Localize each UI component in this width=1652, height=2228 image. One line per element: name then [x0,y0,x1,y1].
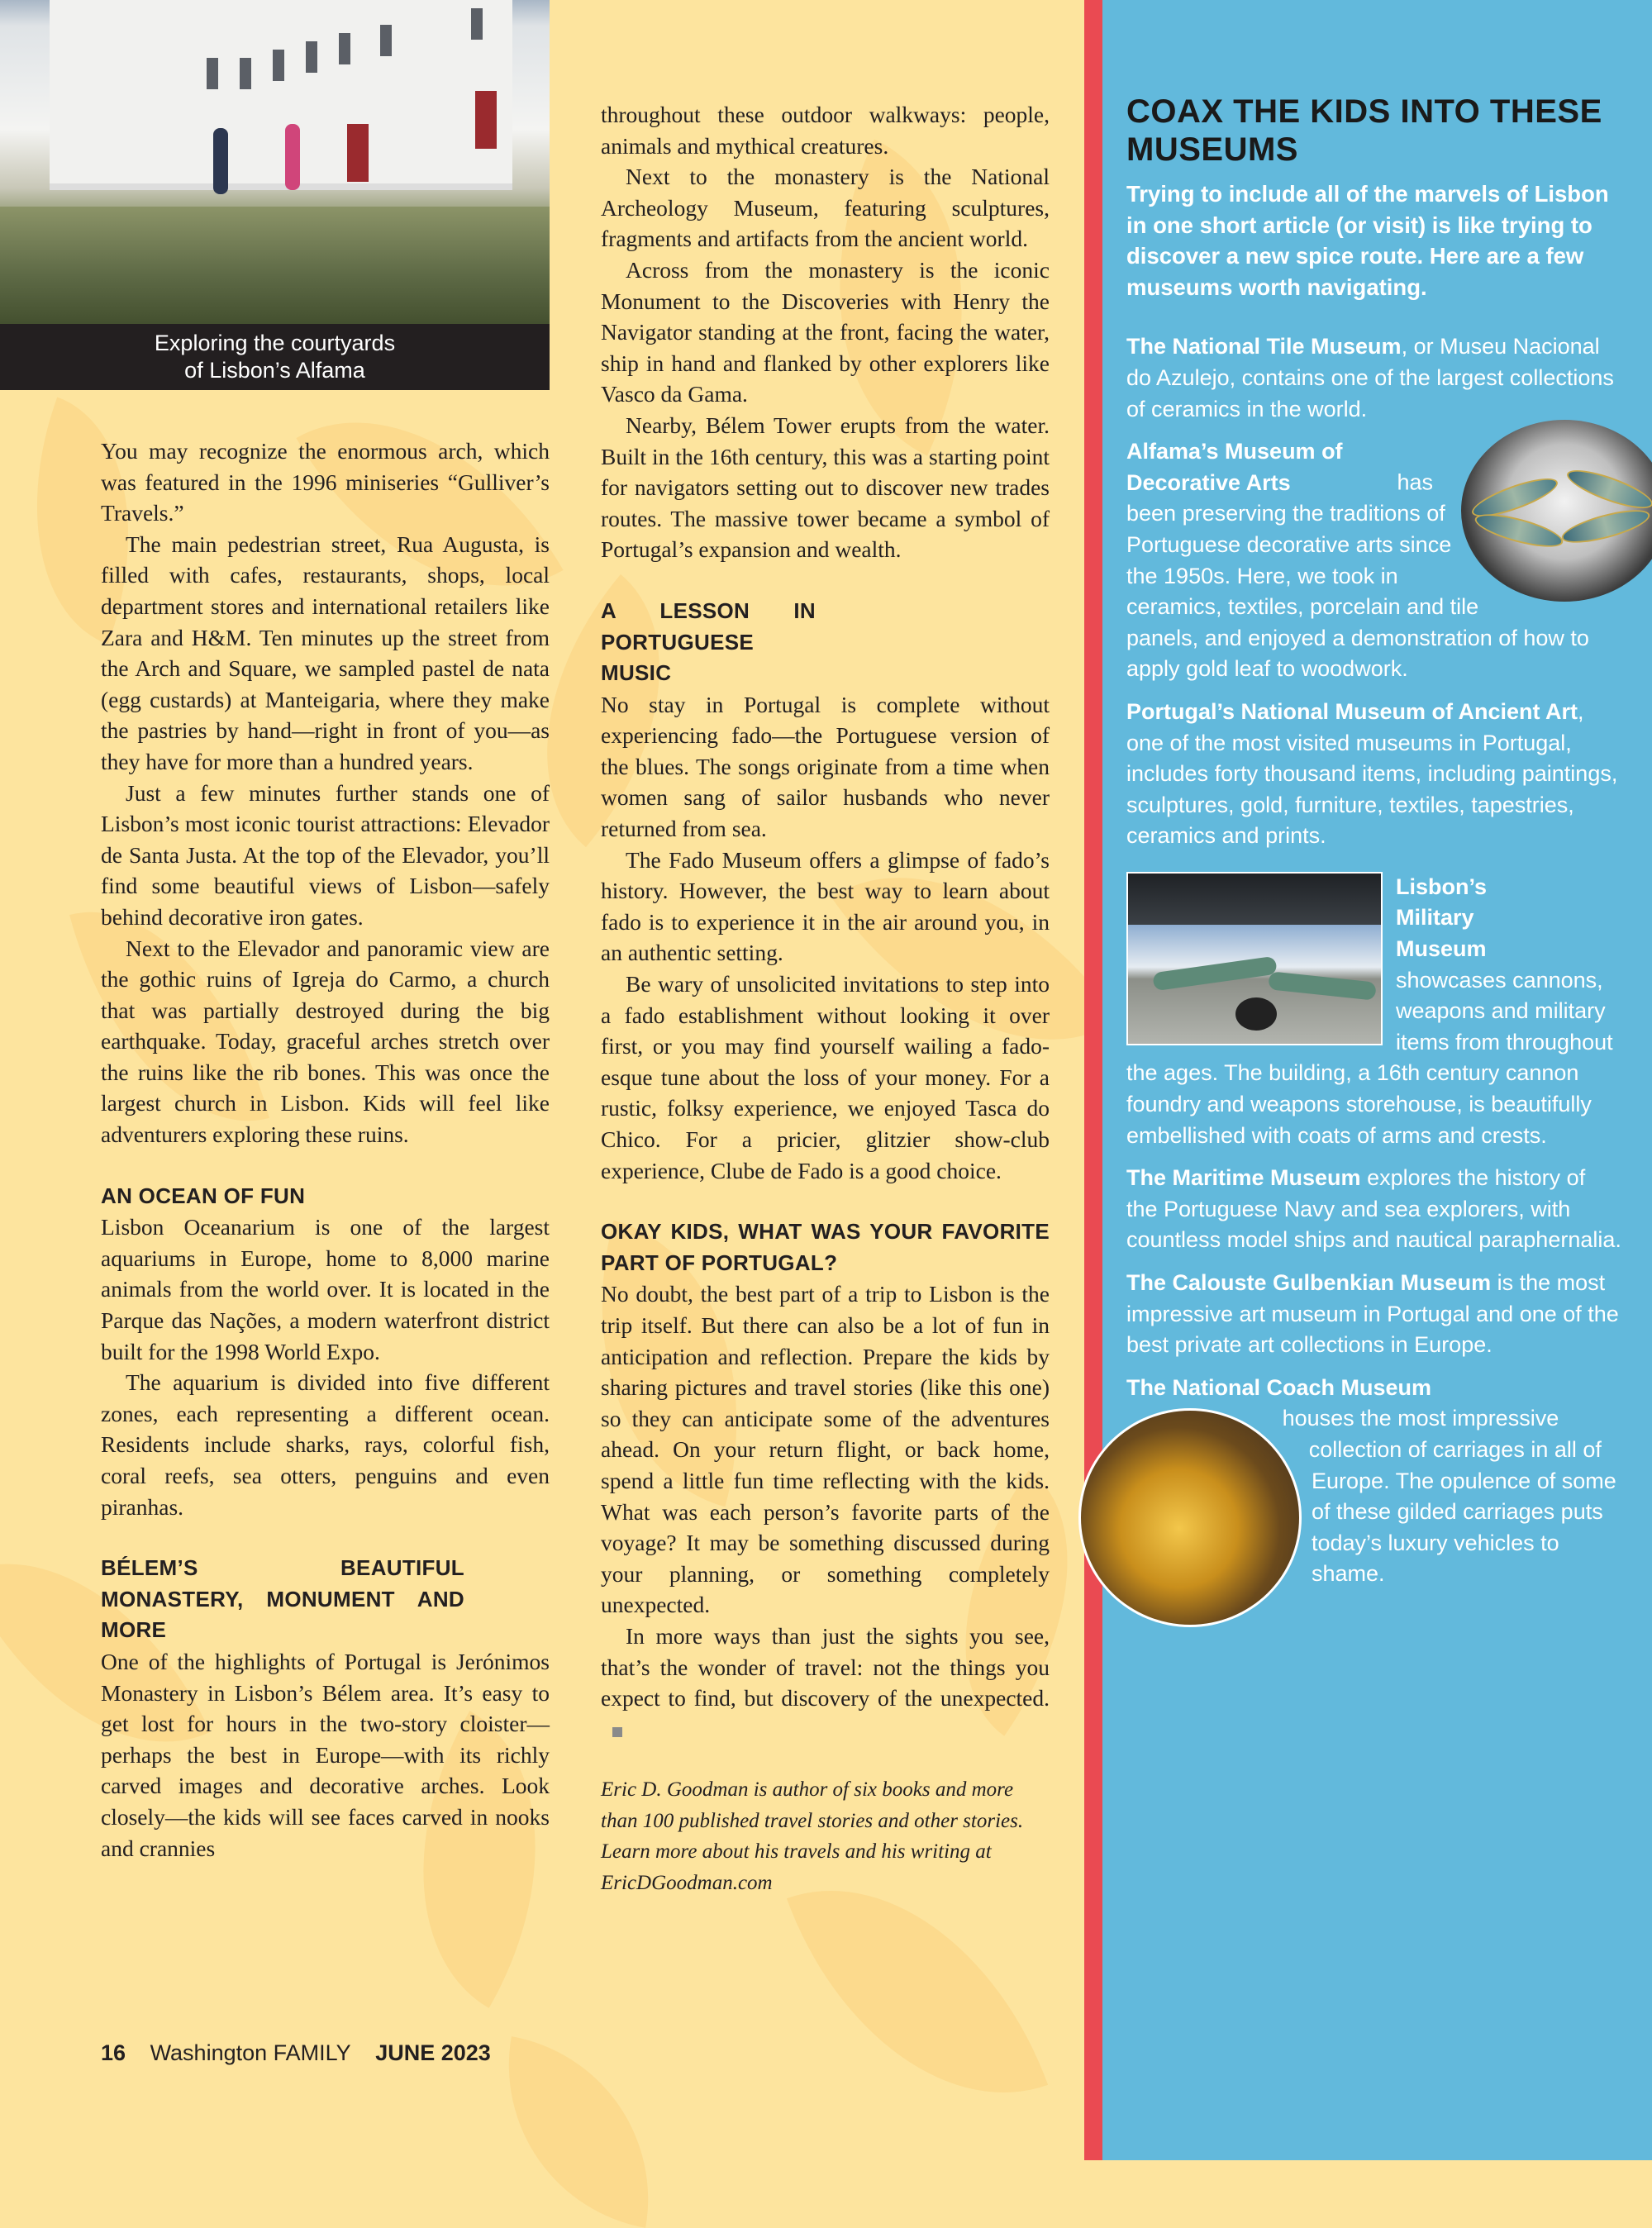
red-divider-stripe [1084,0,1102,2160]
paragraph: The Fado Museum offers a glimpse of fado’s history. However, the best way to learn about fado is to experience it in the air around you, in an authentic setting. [601,846,1050,966]
museum-entry [1126,1268,1622,1361]
museum-entry [1126,436,1622,685]
museum-name: The National Tile Museum [1126,334,1402,359]
paragraph: No doubt, the best part of a trip to Lisbon is the trip itself. But there can also be a lot of fun in anticipation and reflection. Prepare the kids by sharing pictures and travel stories (like this one) so they can anticipate some of the adventures ahead. On your return flight, or back home, spend a little fun time reflecting with the kids. What was each person’s favorite parts of the voyage? It may be something discussed during your planning, or something completely unexpected. [601,1281,1050,1618]
paragraph: One of the highlights of Portugal is Jerónimos Monastery in Lisbon’s Bélem area. It’s easy to get lost for hours in the two-story cloister—perhaps the best in Europe—with its richly carved images and decorative arches. Look closely—the kids will see faces carved in nooks and crannies [101,1648,550,1861]
museum-description: houses the most impressive collection of carriages in all of Europe. The opulence of some of these gilded carriages puts today’s luxury vehicles to shame. [1282,1406,1616,1587]
museum-description: explores the history of the Portuguese Navy and sea explorers, with countless model ships and nautical paraphernalia. [1126,1165,1621,1253]
paragraph: No stay in Portugal is complete without experiencing fado—the Portuguese version of the blues. The songs originate from a time when women sang of sailor husbands who never returned from sea. [601,691,1050,842]
paragraph: The main pedestrian street, Rua Augusta, is filled with cafes, restaurants, shops, local department stores and international retailers like Zara and H&M. Ten minutes up the street from the Arch and Square, we sampled pastel de nata (egg custards) at Manteigaria, where they make the pastries by hand—right in front of you—as they have for more than a hundred years. [101,531,550,774]
paragraph: Across from the monastery is the iconic Monument to the Discoveries with Henry the Navigator standing at the front, facing the water, ship in hand and flanked by other explorers like Vasco da Gama. [601,256,1050,407]
museum-description: showcases cannons, weapons and military items from throughout the ages. The building, a 16th century cannon foundry and weapons storehouse, is beautifully embellished with coats of arms and crests. [1126,967,1613,1148]
paragraph: Next to the monastery is the National Archeology Museum, featuring sculptures, fragments and artifacts from the ancient world. [601,164,1050,252]
museum-entry [1126,1373,1622,1590]
museum-description: has been preserving the traditions of Portuguese decorative arts since the 1950s. Here, we took in ceramics, textiles, porcelain and tile panels, and enjoyed a demonstration of how to apply gold leaf to woodwork. [1126,469,1589,682]
section-heading: OKAY KIDS, WHAT WAS YOUR FAVORITE PART OF PORTUGAL? [601,1219,1050,1275]
museum-description: , or Museu Nacional do Azulejo, contains one of the largest collections of ceramics in the world. [1126,334,1614,421]
museum-name: The Calouste Gulbenkian Museum [1126,1270,1492,1295]
caption-line: of Lisbon’s Alfama [184,358,365,383]
sidebar-intro: Trying to include all of the marvels of Lisbon in one short article (or visit) is like trying to discover a new spice route. Here are a few museums worth navigating. [1126,181,1609,300]
section-heading: A LESSON IN PORTUGUESE MUSIC [601,597,816,686]
museum-name: The Maritime Museum [1126,1165,1361,1191]
museum-name: The National Coach Museum [1126,1374,1432,1400]
paragraph: You may recognize the enormous arch, which was featured in the 1996 miniseries “Gulliver’s Travels.” [101,438,550,526]
page-number: 16 [101,2040,126,2065]
article-column-2 [601,99,1050,1899]
author-byline: Eric D. Goodman is author of six books and more than 100 published travel stories and other stories. Learn more about his travels and his writing at EricDGoodman.com [601,1778,1024,1895]
paragraph: The aquarium is divided into five different zones, each representing a different ocean. Residents include sharks, rays, colorful fish, coral reefs, sea otters, penguins and even piranhas. [101,1369,550,1520]
paragraph: Lisbon Oceanarium is one of the largest aquariums in Europe, home to 8,000 marine animals from the world over. It is located in the Parque das Nações, a modern waterfront district built for the 1998 World Expo. [101,1214,550,1364]
museum-name: Portugal’s National Museum of Ancient Art [1126,698,1578,724]
issue-date: JUNE 2023 [375,2040,491,2065]
article-column-1 [101,436,550,1864]
paragraph: Next to the Elevador and panoramic view are the gothic ruins of Igreja do Carmo, a church that was partially destroyed during the big earthquake. Today, graceful arches stretch over the ruins like the rib bones. This was once the largest church in Lisbon. Kids will feel like adventurers exploring these ruins. [101,935,550,1148]
museum-description: is the most impressive art museum in Portugal and one of the best private art collections in Europe. [1126,1270,1619,1358]
military-museum-photo [1126,872,1383,1045]
paragraph: Just a few minutes further stands one of Lisbon’s most iconic tourist attractions: Elevador de Santa Justa. At the top of the Elevador, you’ll find some beautiful views of Lisbon—safely behind decorative iron gates. [101,779,550,930]
museum-description: , one of the most visited museums in Portugal, includes forty thousand items, including paintings, sculptures, gold, furniture, textiles, tapestries, ceramics and prints. [1126,698,1618,849]
museum-name: Alfama’s Museum of Decorative Arts [1126,439,1343,495]
section-heading: BÉLEM’S BEAUTIFUL MONASTERY, MONUMENT AND MORE [101,1555,464,1643]
paragraph: Nearby, Bélem Tower erupts from the water. Built in the 16th century, this was a starting point for navigators setting out to discover new trades routes. The massive tower became a symbol of Portugal’s expansion and wealth. [601,412,1050,563]
paragraph: throughout these outdoor walkways: people, animals and mythical creatures. [601,102,1050,159]
museum-name: Lisbon’s Military Museum [1396,874,1488,962]
museum-entry [1126,331,1622,425]
gilded-carriage-photo [1078,1408,1302,1627]
museum-entry [1126,697,1622,852]
sidebar-title: COAX THE KIDS INTO THESE MUSEUMS [1126,93,1602,168]
end-mark-icon [612,1727,622,1737]
paragraph: Be wary of unsolicited invitations to step into a fado establishment without looking it over first, or you may find yourself wailing a fado-esque tune about the loss of your money. For a rustic, folksy experience, we enjoyed Tasca do Chico. For a pricier, glitzier show-club experience, Clube de Fado is a good choice. [601,971,1050,1183]
photo-caption [0,324,550,390]
alfama-courtyard-photo [0,0,550,324]
dragonfly-jewel-photo [1461,420,1652,602]
section-heading: AN OCEAN OF FUN [101,1183,306,1208]
page-footer [101,2040,491,2066]
museum-entry [1126,872,1622,1151]
museum-entry [1126,1163,1622,1256]
paragraph: In more ways than just the sights you see, that’s the wonder of travel: not the things you expect to find, but discovery of the unexpected. [601,1622,1050,1711]
caption-line: Exploring the courtyards [154,331,396,355]
museums-sidebar [1102,0,1652,2160]
magazine-name: Washington FAMILY [150,2040,351,2065]
